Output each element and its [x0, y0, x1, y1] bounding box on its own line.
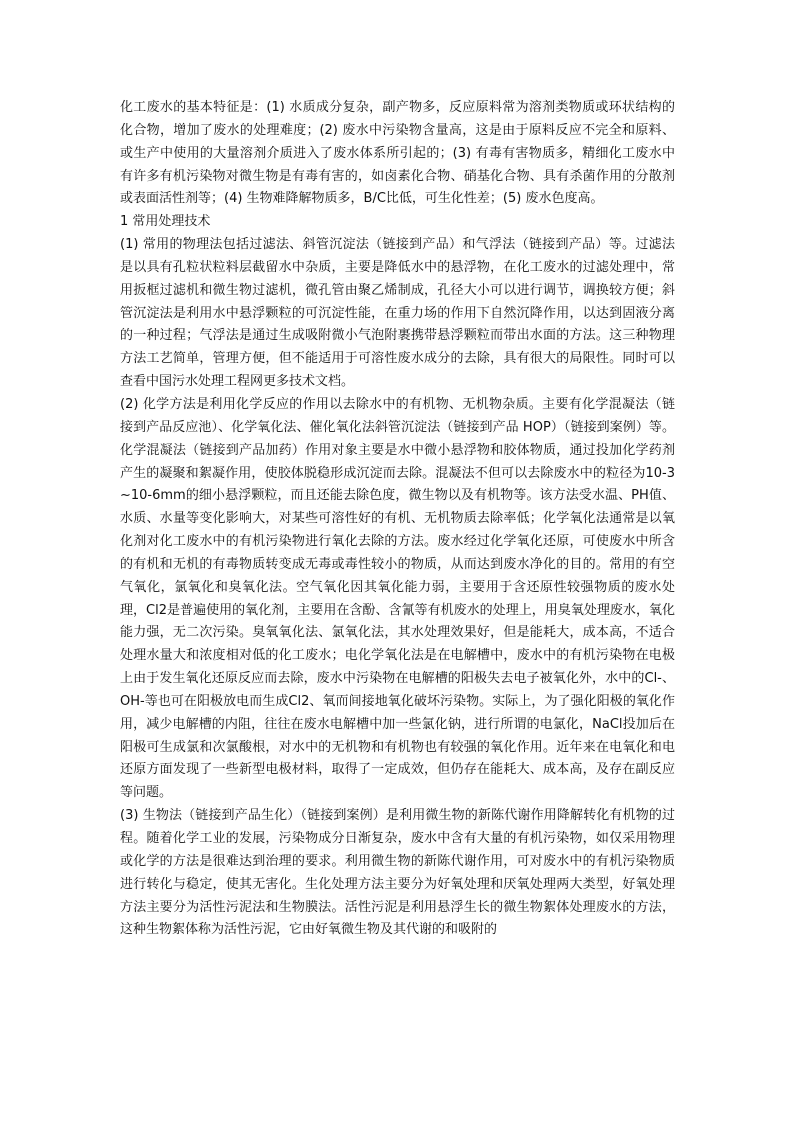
- document-body: [120, 97, 675, 942]
- physical-methods-paragraph: (1) 常用的物理法包括过滤法、斜管沉淀法（链接到产品）和气浮法（链接到产品）等。过滤法是以具有孔粒状粒料层截留水中杂质，主要是降低水中的悬浮物，在化工废水的过滤处理中，常用扳框过滤机和微生物过滤机，微孔管由聚乙烯制成，孔径大小可以进行调节，调换较方便；斜管沉淀法是利用水中悬浮颗粒的可沉淀性能，在重力场的作用下自然沉降作用，以达到固液分离的一种过程；气浮法是通过生成吸附微小气泡附裹携带悬浮颗粒而带出水面的方法。这三种物理方法工艺简单，管理方便，但不能适用于可溶性废水成分的去除，具有很大的局限性。同时可以查看中国污水处理工程网更多技术文档。: [120, 237, 675, 390]
- biological-methods-paragraph: (3) 生物法（链接到产品生化）（链接到案例）是利用微生物的新陈代谢作用降解转化有机物的过程。随着化学工业的发展，污染物成分日渐复杂，废水中含有大量的有机污染物，如仅采用物理或化学的方法是很难达到治理的要求。利用微生物的新陈代谢作用，可对废水中的有机污染物质进行转化与稳定，使其无害化。生化处理方法主要分为好氧处理和厌氧处理两大类型，好氧处理方法主要分为活性污泥法和生物膜法。活性污泥是利用悬浮生长的微生物絮体处理废水的方法，这种生物絮体称为活性污泥，它由好氧微生物及其代谢的和吸附的: [120, 808, 675, 938]
- intro-paragraph: 化工废水的基本特征是：(1) 水质成分复杂，副产物多，反应原料常为溶剂类物质或环状结构的化合物，增加了废水的处理难度；(2) 废水中污染物含量高，这是由于原料反应不完全和原料、或生产中使用的大量溶剂介质进入了废水体系所引起的；(3) 有毒有害物质多，精细化工废水中有许多有机污染物对微生物是有毒有害的，如卤素化合物、硝基化合物、具有杀菌作用的分散剂或表面活性剂等；(4) 生物难降解物质多，B/C比低，可生化性差；(5) 废水色度高。: [120, 100, 675, 207]
- chemical-methods-paragraph: (2) 化学方法是利用化学反应的作用以去除水中的有机物、无机物杂质。主要有化学混凝法（链接到产品反应池）、化学氧化法、催化氧化法斜管沉淀法（链接到产品 HOP）（链接到案例）等。化学混凝法（链接到产品加药）作用对象主要是水中微小悬浮物和胶体物质，通过投加化学药剂产生的凝聚和絮凝作用，使胶体脱稳形成沉淀而去除。混凝法不但可以去除废水中的粒径为10-3~10-6mm的细小悬浮颗粒，而且还能去除色度，微生物以及有机物等。该方法受水温、PH值、水质、水量等变化影响大，对某些可溶性好的有机、无机物质去除率低；化学氧化法通常是以氧化剂对化工废水中的有机污染物进行氧化去除的方法。废水经过化学氧化还原，可使废水中所含的有机和无机的有毒物质转变成无毒或毒性较小的物质，从而达到废水净化的目的。常用的有空气氧化，氯氧化和臭氧化法。空气氧化因其氧化能力弱，主要用于含还原性较强物质的废水处理，Cl2是普遍使用的氧化剂，主要用在含酚、含氰等有机废水的处理上，用臭氧处理废水，氧化能力强，无二次污染。臭氧氧化法、氯氧化法，其水处理效果好，但是能耗大，成本高，不适合处理水量大和浓度相对低的化工废水；电化学氧化法是在电解槽中，废水中的有机污染物在电极上由于发生氧化还原反应而去除，废水中污染物在电解槽的阳极失去电子被氧化外，水中的Cl-、OH-等也可在阳极放电而生成Cl2、氧而间接地氧化破坏污染物。实际上，为了强化阳极的氧化作用，减少电解槽的内阻，往往在废水电解槽中加一些氯化钠，进行所谓的电氯化，NaCl投加后在阳极可生成氯和次氯酸根，对水中的无机物和有机物也有较强的氧化作用。近年来在电氧化和电还原方面发现了一些新型电极材料，取得了一定成效，但仍存在能耗大、成本高，及存在副反应等问题。: [120, 396, 675, 801]
- section-heading: 1 常用处理技术: [120, 214, 211, 230]
